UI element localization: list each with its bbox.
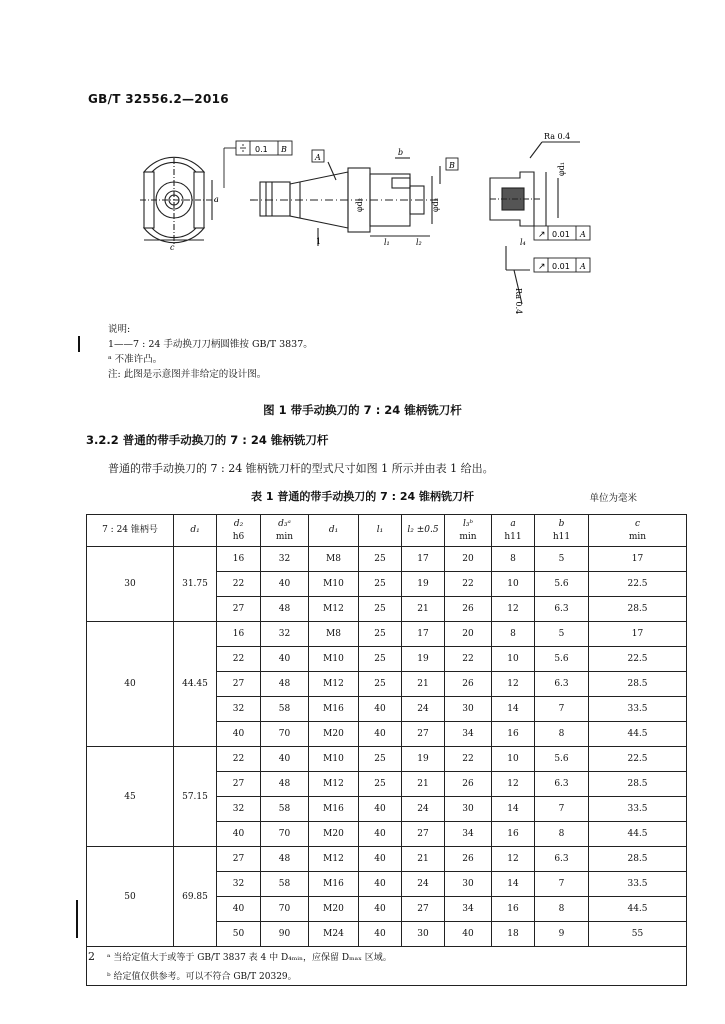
table-cell: 19 — [402, 572, 445, 597]
figure-caption: 图 1 带手动换刀的 7 : 24 锥柄铣刀杆 — [263, 403, 462, 417]
table-cell: 24 — [402, 872, 445, 897]
table-cell: 27 — [402, 822, 445, 847]
footnote-row — [87, 966, 687, 986]
end-view — [140, 157, 218, 244]
table-cell: 12 — [492, 847, 535, 872]
table-cell: M20 — [309, 897, 359, 922]
table-cell: 16 — [492, 822, 535, 847]
table-cell: 34 — [445, 722, 492, 747]
table-cell: 27 — [402, 897, 445, 922]
table-cell: 22 — [445, 747, 492, 772]
table-cell: 70 — [261, 822, 309, 847]
table-row — [87, 847, 687, 872]
table-cell: M16 — [309, 797, 359, 822]
table-cell: 27 — [217, 772, 261, 797]
header-taper: 7 : 24 锥柄号 — [87, 515, 174, 547]
dim-b: b — [398, 148, 404, 157]
revision-bar-bottom — [76, 900, 78, 938]
table-cell: 9 — [535, 922, 589, 947]
table-cell: M16 — [309, 697, 359, 722]
cell-taper: 40 — [87, 622, 174, 747]
table-cell: 32 — [217, 872, 261, 897]
table-cell: 34 — [445, 822, 492, 847]
header-l2: l₂ ±0.5 — [402, 515, 445, 547]
table-cell: 25 — [359, 597, 402, 622]
table-cell: 34 — [445, 897, 492, 922]
table-cell: 40 — [359, 797, 402, 822]
header-c: c min — [589, 515, 687, 547]
table-cell: 6.3 — [535, 772, 589, 797]
footnote-row — [87, 947, 687, 967]
table-cell: 30 — [445, 697, 492, 722]
table-cell: 8 — [535, 722, 589, 747]
section-paragraph: 普通的带手动换刀的 7 : 24 锥柄铣刀杆的型式尺寸如图 1 所示并由表 1 给出。 — [108, 462, 494, 475]
dim-l4: l₄ — [520, 238, 526, 247]
table-cell: 10 — [492, 747, 535, 772]
table-cell: 40 — [261, 747, 309, 772]
table-body — [87, 547, 687, 947]
table-cell: 33.5 — [589, 797, 687, 822]
runout-2-symbol: ↗ — [538, 262, 546, 272]
table-cell: M8 — [309, 622, 359, 647]
footnote-b: ᵇ 给定值仅供参考。可以不符合 GB/T 20329。 — [87, 966, 687, 986]
table-cell: 58 — [261, 872, 309, 897]
standard-number: GB/T 32556.2—2016 — [88, 92, 229, 106]
table-cell: 7 — [535, 797, 589, 822]
table-cell: M20 — [309, 722, 359, 747]
datum-b-ref: B — [281, 145, 287, 154]
dimension-table — [86, 514, 687, 986]
table-cell: 28.5 — [589, 672, 687, 697]
table-cell: 32 — [217, 797, 261, 822]
table-cell: 40 — [261, 572, 309, 597]
table-cell: 18 — [492, 922, 535, 947]
table-cell: 27 — [402, 722, 445, 747]
table-cell: 14 — [492, 797, 535, 822]
table-cell: 22.5 — [589, 747, 687, 772]
table-cell: 22 — [217, 747, 261, 772]
roughness-top: Ra 0.4 — [544, 132, 571, 141]
cell-d1: 31.75 — [174, 547, 217, 622]
table-cell: 40 — [359, 697, 402, 722]
table-cell: 5.6 — [535, 747, 589, 772]
datum-b: B — [449, 161, 455, 170]
table-cell: 12 — [492, 672, 535, 697]
table-cell: 40 — [217, 897, 261, 922]
header-d4: d₁ — [309, 515, 359, 547]
table-cell: M24 — [309, 922, 359, 947]
table-cell: 7 — [535, 872, 589, 897]
dim-l2: l₂ — [416, 238, 422, 247]
table-cell: 44.5 — [589, 722, 687, 747]
table-cell: 25 — [359, 622, 402, 647]
table-cell: 12 — [492, 597, 535, 622]
table-cell: 22 — [217, 572, 261, 597]
table-cell: 48 — [261, 847, 309, 872]
table-cell: M12 — [309, 597, 359, 622]
table-cell: 28.5 — [589, 772, 687, 797]
table-cell: 8 — [492, 622, 535, 647]
table-cell: 5 — [535, 547, 589, 572]
table-cell: 17 — [402, 622, 445, 647]
table-header-row — [87, 515, 687, 547]
table-cell: 16 — [492, 722, 535, 747]
table-cell: 25 — [359, 772, 402, 797]
figure-notes — [108, 322, 313, 382]
table-cell: 5.6 — [535, 647, 589, 672]
table-row — [87, 622, 687, 647]
table-cell: 20 — [445, 547, 492, 572]
dim-d3: φd₃ — [431, 198, 440, 212]
table-cell: M10 — [309, 647, 359, 672]
header-d3: d₃ᵃ min — [261, 515, 309, 547]
table-cell: 17 — [589, 547, 687, 572]
flatness-value: 0.1 — [255, 145, 268, 154]
table-cell: 25 — [359, 747, 402, 772]
table-cell: 8 — [535, 897, 589, 922]
table-cell: 20 — [445, 622, 492, 647]
table-cell: M12 — [309, 672, 359, 697]
table-cell: 27 — [217, 847, 261, 872]
datum-a: A — [315, 153, 321, 162]
table-cell: 32 — [261, 622, 309, 647]
table-cell: 33.5 — [589, 872, 687, 897]
cell-d1: 44.45 — [174, 622, 217, 747]
table-cell: M8 — [309, 547, 359, 572]
table-cell: 44.5 — [589, 897, 687, 922]
table-cell: 32 — [217, 697, 261, 722]
table-cell: 58 — [261, 797, 309, 822]
footnote-a: ᵃ 当给定值大于或等于 GB/T 3837 表 4 中 D₄ₘᵢₙ，应保留 Dₘₐₓ 区域。 — [87, 947, 687, 967]
table-cell: M16 — [309, 872, 359, 897]
table-cell: 22.5 — [589, 572, 687, 597]
header-a: a h11 — [492, 515, 535, 547]
table-cell: 40 — [445, 922, 492, 947]
section-title: 3.2.2 普通的带手动换刀的 7 : 24 锥柄铣刀杆 — [86, 433, 329, 447]
table-cell: 25 — [359, 547, 402, 572]
table-cell: 90 — [261, 922, 309, 947]
table-cell: 6.3 — [535, 597, 589, 622]
table-cell: M20 — [309, 822, 359, 847]
table-cell: 5 — [535, 622, 589, 647]
table-cell: 8 — [535, 822, 589, 847]
roughness-bottom: Ra 0.4 — [514, 288, 523, 315]
runout-1-datum: A — [580, 230, 586, 239]
table-cell: 6.3 — [535, 847, 589, 872]
runout-2-datum: A — [580, 262, 586, 271]
technical-drawing — [140, 128, 610, 320]
table-cell: 17 — [589, 622, 687, 647]
page-number: 2 — [88, 950, 95, 963]
table-cell: 12 — [492, 772, 535, 797]
cell-d1: 57.15 — [174, 747, 217, 847]
table-cell: 19 — [402, 747, 445, 772]
table-cell: 40 — [217, 822, 261, 847]
table-cell: 16 — [217, 622, 261, 647]
note-2: ᵃ 不准许凸。 — [108, 354, 163, 365]
table-cell: 25 — [359, 672, 402, 697]
table-cell: 6.3 — [535, 672, 589, 697]
table-cell: 70 — [261, 722, 309, 747]
table-cell: 8 — [492, 547, 535, 572]
dim-a: a — [214, 195, 219, 204]
detail-view — [490, 142, 580, 304]
table-cell: 5.6 — [535, 572, 589, 597]
table-cell: 40 — [359, 922, 402, 947]
table-row — [87, 747, 687, 772]
table-cell: 40 — [217, 722, 261, 747]
table-cell: M12 — [309, 772, 359, 797]
table-cell: 26 — [445, 597, 492, 622]
header-d1: d₁ — [174, 515, 217, 547]
dim-l1: l₁ — [384, 238, 390, 247]
table-cell: 21 — [402, 672, 445, 697]
dim-c: c — [170, 243, 175, 252]
table-cell: 16 — [492, 897, 535, 922]
table-cell: 48 — [261, 772, 309, 797]
table-cell: 17 — [402, 547, 445, 572]
table-cell: 40 — [359, 847, 402, 872]
runout-2-value: 0.01 — [552, 262, 570, 271]
table-cell: 40 — [359, 822, 402, 847]
table-cell: 26 — [445, 772, 492, 797]
item-1: 1 — [316, 237, 322, 246]
table-cell: 16 — [217, 547, 261, 572]
table-cell: M10 — [309, 572, 359, 597]
table-cell: 21 — [402, 847, 445, 872]
table-cell: 48 — [261, 672, 309, 697]
table-unit: 单位为毫米 — [589, 493, 637, 504]
table-cell: 22.5 — [589, 647, 687, 672]
table-cell: 22 — [445, 647, 492, 672]
table-cell: 26 — [445, 672, 492, 697]
table-cell: 10 — [492, 647, 535, 672]
table-cell: 40 — [359, 722, 402, 747]
table-cell: 10 — [492, 572, 535, 597]
table-cell: 7 — [535, 697, 589, 722]
table-cell: 21 — [402, 597, 445, 622]
cell-taper: 30 — [87, 547, 174, 622]
table-cell: 30 — [402, 922, 445, 947]
table-cell: 44.5 — [589, 822, 687, 847]
note-1: 1——7 : 24 手动换刀刀柄圆锥按 GB/T 3837。 — [108, 339, 313, 350]
table-cell: 28.5 — [589, 597, 687, 622]
cell-taper: 50 — [87, 847, 174, 947]
table-cell: 30 — [445, 797, 492, 822]
table-cell: 24 — [402, 797, 445, 822]
table-cell: 19 — [402, 647, 445, 672]
table-cell: 30 — [445, 872, 492, 897]
table-cell: 32 — [261, 547, 309, 572]
table-cell: 28.5 — [589, 847, 687, 872]
table-cell: 50 — [217, 922, 261, 947]
cell-taper: 45 — [87, 747, 174, 847]
table-cell: 27 — [217, 597, 261, 622]
table-cell: M10 — [309, 747, 359, 772]
table-caption: 表 1 普通的带手动换刀的 7 : 24 锥柄铣刀杆 — [251, 490, 474, 503]
table-cell: 40 — [261, 647, 309, 672]
table-cell: 22 — [445, 572, 492, 597]
runout-1-symbol: ↗ — [538, 230, 546, 240]
cell-d1: 69.85 — [174, 847, 217, 947]
table-cell: 70 — [261, 897, 309, 922]
table-cell: 55 — [589, 922, 687, 947]
header-l3: l₃ᵇ min — [445, 515, 492, 547]
note-3: 注: 此图是示意图并非给定的设计图。 — [108, 369, 267, 380]
table-cell: M12 — [309, 847, 359, 872]
table-cell: 25 — [359, 647, 402, 672]
table-cell: 22 — [217, 647, 261, 672]
table-cell: 40 — [359, 897, 402, 922]
header-d2: d₂ h6 — [217, 515, 261, 547]
dim-d1: φd₁ — [557, 162, 566, 176]
table-cell: 14 — [492, 872, 535, 897]
table-cell: 24 — [402, 697, 445, 722]
table-cell: 48 — [261, 597, 309, 622]
revision-bar-top — [78, 336, 80, 352]
runout-1-value: 0.01 — [552, 230, 570, 239]
table-cell: 27 — [217, 672, 261, 697]
dim-d2: φd₂ — [355, 198, 364, 212]
table-cell: 33.5 — [589, 697, 687, 722]
table-row — [87, 547, 687, 572]
table-cell: 21 — [402, 772, 445, 797]
table-cell: 58 — [261, 697, 309, 722]
table-cell: 25 — [359, 572, 402, 597]
table-cell: 26 — [445, 847, 492, 872]
notes-heading: 说明: — [108, 324, 131, 335]
table-cell: 14 — [492, 697, 535, 722]
table-cell: 40 — [359, 872, 402, 897]
side-view — [250, 158, 440, 246]
header-l1: l₁ — [359, 515, 402, 547]
header-b: b h11 — [535, 515, 589, 547]
